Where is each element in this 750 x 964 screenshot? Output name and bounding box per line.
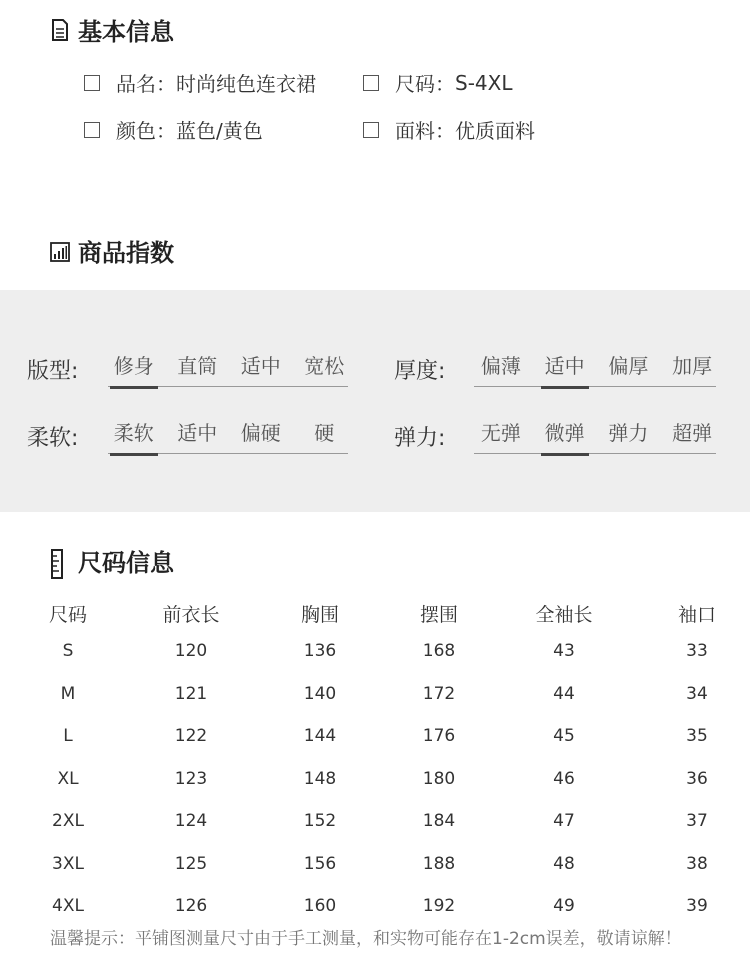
table-row (0, 885, 750, 928)
table-cell: XL (57, 768, 79, 789)
table-cell: 47 (553, 811, 575, 832)
table-cell: 176 (422, 726, 456, 747)
table-cell: 35 (686, 726, 708, 747)
info-value: S-4XL (455, 70, 513, 95)
ruler-icon (50, 549, 70, 573)
document-icon (50, 18, 70, 42)
info-label: 颜色： (116, 119, 176, 143)
table-cell: 44 (553, 683, 575, 704)
info-value: 时尚纯色连衣裙 (176, 72, 316, 96)
index-option: 偏硬 (240, 421, 281, 445)
table-cell: 48 (553, 853, 575, 874)
table-cell: 34 (686, 683, 708, 704)
table-cell: S (62, 641, 74, 662)
info-label: 品名： (116, 72, 176, 96)
table-cell: 152 (303, 811, 337, 832)
table-row (0, 843, 750, 886)
index-option: 弹力 (608, 421, 649, 445)
bar-chart-icon (50, 239, 70, 263)
index-option: 适中 (541, 350, 589, 386)
table-cell: 144 (303, 726, 337, 747)
table-cell: 39 (686, 896, 708, 917)
table-cell: 140 (303, 683, 337, 704)
table-cell: L (63, 726, 73, 747)
column-header: 摆围 (419, 603, 458, 626)
table-cell: 45 (553, 726, 575, 747)
index-option: 适中 (240, 354, 281, 378)
column-header: 前衣长 (162, 603, 220, 626)
index-options-fit (108, 350, 348, 387)
checkbox-icon (363, 75, 379, 91)
index-option: 适中 (177, 421, 218, 445)
table-cell: 188 (422, 853, 456, 874)
index-option: 加厚 (672, 354, 713, 378)
index-option: 修身 (110, 350, 158, 386)
table-row (0, 758, 750, 801)
info-item-fabric (363, 115, 535, 144)
table-cell: 46 (553, 768, 575, 789)
index-options-elasticity (474, 417, 716, 454)
table-header-row (0, 596, 750, 630)
table-cell: 192 (422, 896, 456, 917)
index-option: 柔软 (110, 417, 158, 453)
table-cell: 184 (422, 811, 456, 832)
column-header: 尺码 (48, 603, 87, 626)
column-header: 胸围 (300, 603, 339, 626)
table-cell: 4XL (52, 896, 84, 917)
index-label-softness: 柔软: (27, 426, 79, 451)
table-cell: 120 (174, 641, 208, 662)
table-cell: 2XL (52, 811, 84, 832)
table-cell: 125 (174, 853, 208, 874)
index-label-elasticity: 弹力: (394, 426, 446, 451)
table-row (0, 715, 750, 758)
info-item-name (84, 68, 316, 97)
index-label-fit: 版型: (27, 359, 79, 384)
table-cell: 156 (303, 853, 337, 874)
index-option: 直筒 (177, 354, 218, 378)
table-cell: 3XL (52, 853, 84, 874)
table-cell: 49 (553, 896, 575, 917)
table-cell: 172 (422, 683, 456, 704)
info-label: 尺码： (395, 72, 455, 96)
table-cell: 33 (686, 641, 708, 662)
index-option: 微弹 (541, 417, 589, 453)
info-value: 优质面料 (455, 119, 535, 143)
table-cell: 124 (174, 811, 208, 832)
table-cell: 126 (174, 896, 208, 917)
table-cell: 168 (422, 641, 456, 662)
table-cell: 36 (686, 768, 708, 789)
table-cell: M (60, 683, 76, 704)
table-cell: 122 (174, 726, 208, 747)
info-label: 面料： (395, 119, 455, 143)
index-option: 偏厚 (608, 354, 649, 378)
table-cell: 43 (553, 641, 575, 662)
product-index-title: 商品指数 (78, 239, 174, 267)
index-options-thickness (474, 350, 716, 387)
table-cell: 148 (303, 768, 337, 789)
index-option: 无弹 (480, 421, 521, 445)
table-cell: 123 (174, 768, 208, 789)
table-row (0, 800, 750, 843)
size-info-title: 尺码信息 (78, 549, 174, 577)
index-option: 偏薄 (480, 354, 521, 378)
table-cell: 180 (422, 768, 456, 789)
index-option: 超弹 (672, 421, 713, 445)
table-cell: 136 (303, 641, 337, 662)
index-label-thickness: 厚度: (394, 359, 446, 384)
table-row (0, 673, 750, 716)
basic-info-heading (50, 12, 174, 47)
checkbox-icon (84, 75, 100, 91)
table-row (0, 630, 750, 673)
checkbox-icon (84, 122, 100, 138)
table-cell: 121 (174, 683, 208, 704)
size-table (0, 596, 750, 928)
measurement-note: 温馨提示：平铺图测量尺寸由于手工测量，和实物可能存在1-2cm误差，敬请谅解！ (50, 929, 682, 949)
product-index-heading (50, 233, 174, 268)
column-header: 袖口 (677, 603, 716, 626)
info-item-color (84, 115, 263, 144)
info-item-size (363, 68, 512, 97)
info-value: 蓝色/黄色 (176, 119, 263, 143)
product-index-panel (0, 290, 750, 512)
basic-info-title: 基本信息 (78, 18, 174, 46)
table-cell: 37 (686, 811, 708, 832)
index-option: 宽松 (304, 354, 345, 378)
index-option: 硬 (314, 421, 335, 445)
column-header: 全袖长 (535, 603, 593, 626)
table-cell: 160 (303, 896, 337, 917)
index-options-softness (108, 417, 348, 454)
checkbox-icon (363, 122, 379, 138)
table-cell: 38 (686, 853, 708, 874)
size-info-heading (50, 543, 174, 578)
